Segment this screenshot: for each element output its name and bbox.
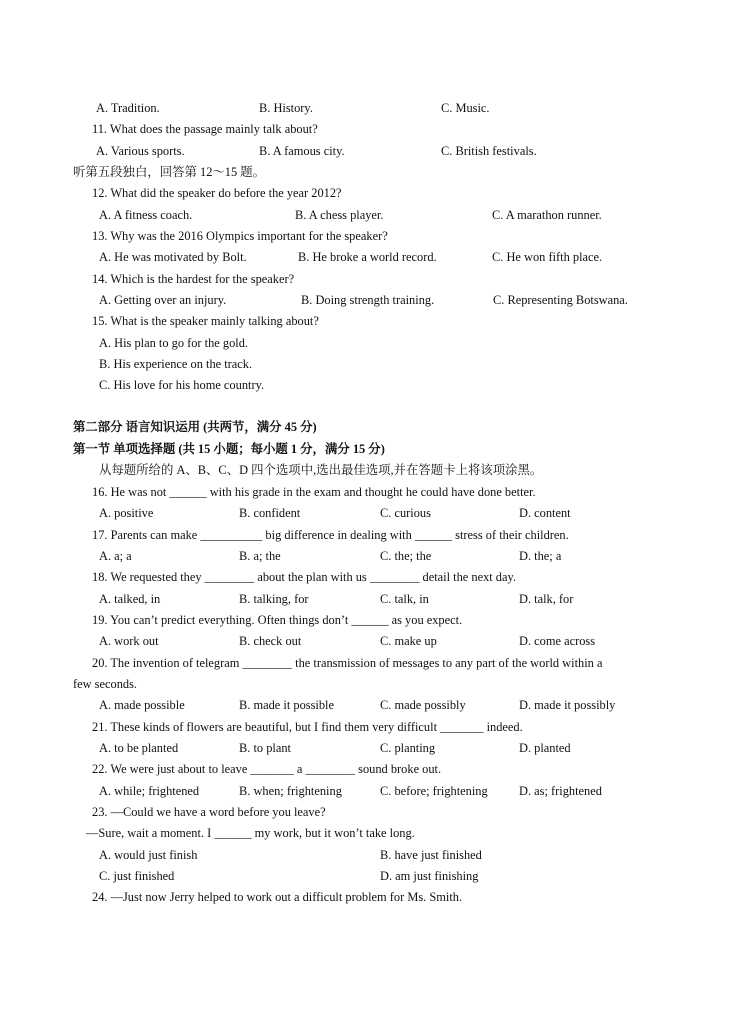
q18-option-b: B. talking, for	[239, 592, 309, 606]
q12-option-b: B. A chess player.	[295, 208, 384, 222]
question-12: 12. What did the speaker do before the year 2012?	[92, 186, 342, 200]
q20-option-d: D. made it possibly	[519, 698, 616, 712]
question-23-line-2: —Sure, wait a moment. I ______ my work, but it won’t take long.	[86, 826, 415, 840]
q16-option-b: B. confident	[239, 506, 301, 520]
q20-option-b: B. made it possible	[239, 698, 334, 712]
section-1-heading: 第一节 单项选择题 (共 15 小题；每小题 1 分，满分 15 分)	[73, 442, 385, 456]
q16-option-c: C. curious	[380, 506, 431, 520]
question-11: 11. What does the passage mainly talk about?	[92, 122, 318, 136]
q14-option-c: C. Representing Botswana.	[493, 293, 628, 307]
question-24: 24. —Just now Jerry helped to work out a difficult problem for Ms. Smith.	[92, 890, 463, 904]
question-13: 13. Why was the 2016 Olympics important for the speaker?	[92, 229, 388, 243]
q18-option-c: C. talk, in	[380, 592, 429, 606]
q15-option-b: B. His experience on the track.	[99, 357, 253, 371]
q17-option-c: C. the; the	[380, 549, 432, 563]
q15-option-a: A. His plan to go for the gold.	[99, 336, 249, 350]
q22-option-b: B. when; frightening	[239, 784, 342, 798]
q21-option-d: D. planted	[519, 741, 571, 755]
question-23-line-1: 23. —Could we have a word before you leave?	[92, 805, 326, 819]
q10-option-c: C. Music.	[441, 101, 490, 115]
q17-option-a: A. a; a	[99, 549, 132, 563]
q21-option-c: C. planting	[380, 741, 436, 755]
section-1-instruction: 从每题所给的 A、B、C、D 四个选项中,选出最佳选项,并在答题卡上将该项涂黑。	[99, 463, 543, 477]
q13-option-b: B. He broke a world record.	[298, 250, 437, 264]
q23-option-b: B. have just finished	[380, 848, 482, 862]
q17-option-d: D. the; a	[519, 549, 562, 563]
question-16: 16. He was not ______ with his grade in the exam and thought he could have done better.	[92, 485, 536, 499]
q13-option-c: C. He won fifth place.	[492, 250, 603, 264]
question-18: 18. We requested they ________ about the plan with us ________ detail the next day.	[92, 570, 516, 584]
listening-section-5-heading: 听第五段独白，回答第 12～15 题。	[73, 165, 266, 179]
question-22: 22. We were just about to leave _______ a ________ sound broke out.	[92, 762, 442, 776]
q11-option-c: C. British festivals.	[441, 144, 537, 158]
question-17: 17. Parents can make __________ big difference in dealing with ______ stress of their children.	[92, 528, 569, 542]
q16-option-d: D. content	[519, 506, 571, 520]
q14-option-a: A. Getting over an injury.	[99, 293, 227, 307]
q23-option-c: C. just finished	[99, 869, 175, 883]
q13-option-a: A. He was motivated by Bolt.	[99, 250, 247, 264]
q19-option-c: C. make up	[380, 634, 437, 648]
question-20-line-2: few seconds.	[73, 677, 137, 691]
q10-option-a: A. Tradition.	[96, 101, 160, 115]
q21-option-a: A. to be planted	[99, 741, 179, 755]
q19-option-b: B. check out	[239, 634, 302, 648]
q22-option-c: C. before; frightening	[380, 784, 488, 798]
q10-option-b: B. History.	[259, 101, 313, 115]
q15-option-c: C. His love for his home country.	[99, 378, 265, 392]
q22-option-a: A. while; frightened	[99, 784, 200, 798]
q23-option-d: D. am just finishing	[380, 869, 479, 883]
q14-option-b: B. Doing strength training.	[301, 293, 435, 307]
q12-option-c: C. A marathon runner.	[492, 208, 602, 222]
q19-option-d: D. come across	[519, 634, 596, 648]
q17-option-b: B. a; the	[239, 549, 281, 563]
q21-option-b: B. to plant	[239, 741, 291, 755]
q23-option-a: A. would just finish	[99, 848, 198, 862]
question-15: 15. What is the speaker mainly talking about?	[92, 314, 319, 328]
q20-option-a: A. made possible	[99, 698, 185, 712]
q20-option-c: C. made possibly	[380, 698, 466, 712]
q12-option-a: A. A fitness coach.	[99, 208, 193, 222]
q11-option-b: B. A famous city.	[259, 144, 345, 158]
q19-option-a: A. work out	[99, 634, 159, 648]
question-20-line-1: 20. The invention of telegram ________ the transmission of messages to any part of the world within a	[92, 656, 603, 670]
q11-option-a: A. Various sports.	[96, 144, 185, 158]
question-21: 21. These kinds of flowers are beautiful, but I find them very difficult _______ indeed.	[92, 720, 523, 734]
question-14: 14. Which is the hardest for the speaker?	[92, 272, 295, 286]
q18-option-a: A. talked, in	[99, 592, 161, 606]
q16-option-a: A. positive	[99, 506, 154, 520]
part-2-heading: 第二部分 语言知识运用 (共两节，满分 45 分)	[73, 420, 317, 434]
q18-option-d: D. talk, for	[519, 592, 574, 606]
question-19: 19. You can’t predict everything. Often things don’t ______ as you expect.	[92, 613, 463, 627]
q22-option-d: D. as; frightened	[519, 784, 602, 798]
